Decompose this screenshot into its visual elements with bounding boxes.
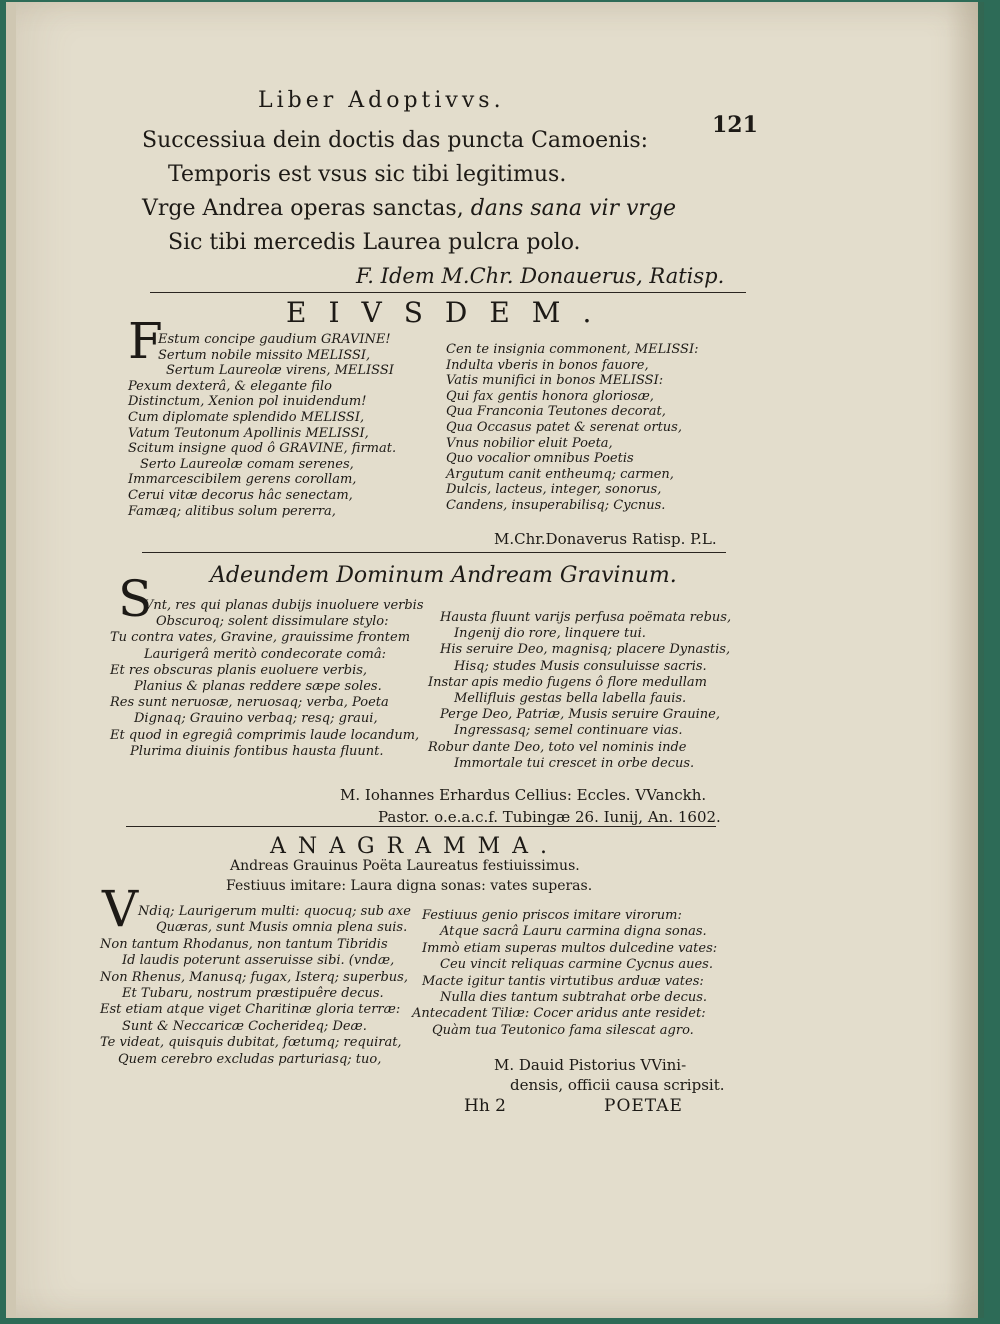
verse-line: Et quod in egregiâ comprimis laude locandum, xyxy=(110,727,420,743)
verse-line: Instar apis medio fugens ô flore medullam xyxy=(428,674,707,690)
anagramma-dropcap: V xyxy=(102,880,139,938)
verse-line: Ingenij dio rore, linquere tui. xyxy=(454,626,646,642)
opening-line-3-italic: dans sana vir vrge xyxy=(470,196,677,221)
verse-line: Plurima diuinis fontibus hausta fluunt. xyxy=(130,743,384,759)
verse-line: Famæq; alitibus solum pererra, xyxy=(128,503,336,519)
verse-line: Argutum canit entheumq; carmen, xyxy=(446,466,674,482)
page-edge-shadow xyxy=(946,2,984,1318)
verse-line: Qua Franconia Teutones decorat, xyxy=(446,404,666,420)
verse-line: Non tantum Rhodanus, non tantum Tibridis xyxy=(100,936,388,952)
eiusdem-left-column xyxy=(128,332,397,519)
adeundem-heading: Adeundem Dominum Andream Gravinum. xyxy=(210,563,677,588)
anagramma-line-1: Andreas Grauinus Poëta Laureatus festiuissimus. xyxy=(230,858,580,874)
verse-line: Candens, insuperabilisq; Cycnus. xyxy=(446,497,666,513)
verse-line: Id laudis poterunt asseruisse sibi. (vndæ, xyxy=(122,953,395,969)
eiusdem-right-column xyxy=(446,342,698,514)
verse-line: Quo vocalior omnibus Poetis xyxy=(446,451,634,467)
verse-line: His seruire Deo, magnisq; placere Dynastis, xyxy=(440,642,731,658)
anagramma-heading: ANAGRAMMA. xyxy=(270,834,559,859)
verse-line: Antecadent Tiliæ: Cocer aridus ante residet: xyxy=(412,1006,706,1022)
verse-line: Serto Laureolæ comam serenes, xyxy=(140,456,354,472)
anagramma-signature-2: densis, officii causa scripsit. xyxy=(510,1076,725,1094)
verse-line: Quæras, sunt Musis omnia plena suis. xyxy=(156,920,408,936)
adeundem-left-column xyxy=(110,598,424,760)
verse-line: Atque sacrâ Lauru carmina digna sonas. xyxy=(440,924,707,940)
verse-line: Quàm tua Teutonico fama silescat agro. xyxy=(432,1022,694,1038)
verse-line: Hisq; studes Musis consuluisse sacris. xyxy=(454,658,707,674)
verse-line: Sunt & Neccaricæ Cocherideq; Deæ. xyxy=(122,1018,367,1034)
adeundem-dropcap: S xyxy=(118,570,153,628)
catchword: POETAE xyxy=(604,1096,683,1116)
verse-line: Vnus nobilior eluit Poeta, xyxy=(446,435,613,451)
opening-line-3: Vrge Andrea operas sanctas, dans sana vir vrge xyxy=(142,196,677,221)
verse-line: Immarcescibilem gerens corollam, xyxy=(128,472,357,488)
verse-line: Cerui vitæ decorus hâc senectam, xyxy=(128,487,353,503)
opening-signature: F. Idem M.Chr. Donauerus, Ratisp. xyxy=(356,264,725,288)
anagramma-right-column xyxy=(412,908,718,1039)
verse-line: Hausta fluunt varijs perfusa poëmata rebus, xyxy=(440,610,732,625)
verse-line: Vatis munifici in bonos MELISSI: xyxy=(446,373,664,389)
verse-line: Obscuroq; solent dissimulare stylo: xyxy=(156,614,389,630)
anagramma-line-2: Festiuus imitare: Laura digna sonas: vates superas. xyxy=(226,878,593,894)
verse-line: Pexum dexterâ, & elegante filo xyxy=(128,378,332,394)
verse-line: Cum diplomate splendido MELISSI, xyxy=(128,409,365,425)
opening-line-2: Temporis est vsus sic tibi legitimus. xyxy=(168,162,567,187)
adeundem-signature-2: Pastor. o.e.a.c.f. Tubingæ 26. Iunij, An. 1602. xyxy=(378,808,721,826)
running-head: Liber Adoptivvs. xyxy=(258,88,505,113)
verse-line: Et Tubaru, nostrum præstipuêre decus. xyxy=(122,986,384,1002)
verse-line: Vnt, res qui planas dubijs inuoluere verbis xyxy=(144,598,424,613)
adeundem-signature-1: M. Iohannes Erhardus Cellius: Eccles. VVanckh. xyxy=(340,786,707,804)
anagramma-signature-1: M. Dauid Pistorius VVini- xyxy=(494,1056,687,1074)
verse-line: Laurigerâ meritò condecorate comâ: xyxy=(144,646,386,662)
verse-line: Est etiam atque viget Charitinæ gloria terræ: xyxy=(100,1002,401,1018)
anagramma-left-column xyxy=(100,904,411,1068)
verse-line: Immortale tui crescet in orbe decus. xyxy=(454,755,695,771)
verse-line: Perge Deo, Patriæ, Musis seruire Grauine, xyxy=(440,707,720,723)
verse-line: Dignaq; Grauino verbaq; resq; graui, xyxy=(134,711,378,727)
verse-line: Tu contra vates, Gravine, grauissime frontem xyxy=(110,630,411,646)
eiusdem-heading: EIVSDEM. xyxy=(286,296,614,329)
verse-line: Res sunt neruosæ, neruosaq; verba, Poeta xyxy=(110,695,389,711)
page-gutter xyxy=(6,2,16,1318)
verse-line: Te videat, quisquis dubitat, fœtumq; requirat, xyxy=(100,1035,402,1051)
verse-line: Ndiq; Laurigerum multi: quocuq; sub axe xyxy=(138,904,411,919)
verse-line: Mellifluis gestas bella labella fauis. xyxy=(454,691,687,707)
verse-line: Festiuus genio priscos imitare virorum: xyxy=(422,908,682,923)
verse-line: Ingressasq; semel continuare vias. xyxy=(454,723,683,739)
verse-line: Nulla dies tantum subtrahat orbe decus. xyxy=(440,990,708,1006)
opening-line-4: Sic tibi mercedis Laurea pulcra polo. xyxy=(168,230,581,255)
eiusdem-dropcap: F xyxy=(128,312,163,370)
verse-line: Et res obscuras planis euoluere verbis, xyxy=(110,662,368,678)
adeundem-right-column xyxy=(428,610,732,772)
rule-3 xyxy=(126,826,716,827)
rule-1 xyxy=(150,292,746,293)
verse-line: Qua Occasus patet & serenat ortus, xyxy=(446,419,682,435)
verse-line: Cen te insignia commonent, MELISSI: xyxy=(446,342,699,357)
verse-line: Immò etiam superas multos dulcedine vates: xyxy=(422,940,718,956)
verse-line: Qui fax gentis honora gloriosæ, xyxy=(446,388,654,404)
rule-2 xyxy=(142,552,726,553)
verse-line: Scitum insigne quod ô GRAVINE, firmat. xyxy=(128,441,397,457)
verse-line: Sertum Laureolæ virens, MELISSI xyxy=(166,363,394,379)
verse-line: Estum concipe gaudium GRAVINE! xyxy=(158,332,391,347)
verse-line: Dulcis, lacteus, integer, sonorus, xyxy=(446,482,662,498)
verse-line: Vatum Teutonum Apollinis MELISSI, xyxy=(128,425,369,441)
verse-line: Ceu vincit reliquas carmine Cycnus aues. xyxy=(440,957,713,973)
verse-line: Robur dante Deo, toto vel nominis inde xyxy=(428,739,687,755)
eiusdem-signature: M.Chr.Donaverus Ratisp. P.L. xyxy=(494,530,717,548)
verse-line: Indulta vberis in bonos fauore, xyxy=(446,357,649,373)
verse-line: Distinctum, Xenion pol inuidendum! xyxy=(128,394,367,410)
verse-line: Quem cerebro excludas parturiasq; tuo, xyxy=(118,1051,382,1067)
verse-line: Sertum nobile missito MELISSI, xyxy=(158,347,371,363)
page-number: 121 xyxy=(712,112,758,138)
verse-line: Macte igitur tantis virtutibus arduæ vates: xyxy=(422,973,704,989)
opening-line-1: Successiua dein doctis das puncta Camoenis: xyxy=(142,128,649,153)
verse-line: Non Rhenus, Manusq; fugax, Isterq; superbus, xyxy=(100,969,408,985)
signature-mark: Hh 2 xyxy=(464,1096,506,1116)
verse-line: Planius & planas reddere sæpe soles. xyxy=(134,679,382,695)
